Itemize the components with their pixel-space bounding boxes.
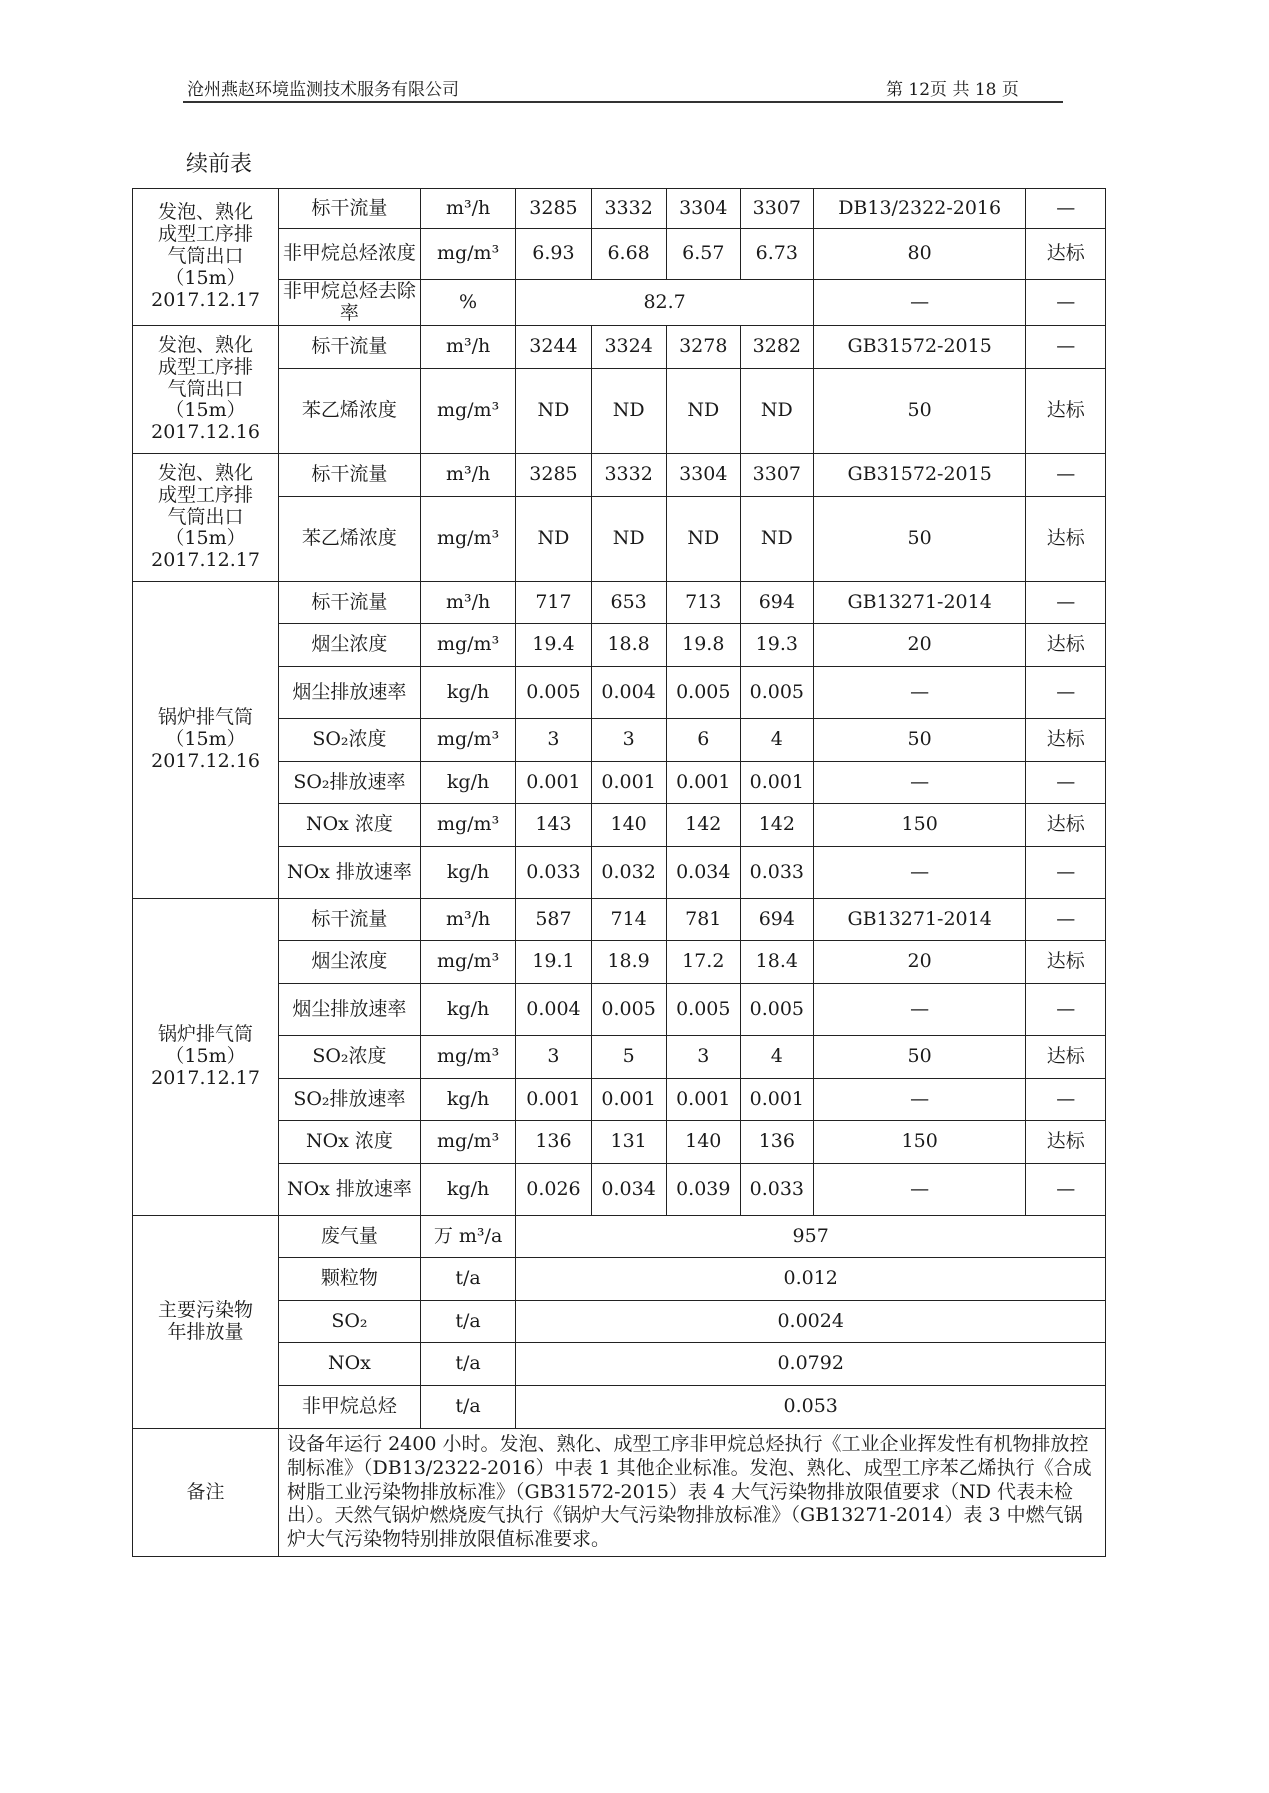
remarks-text-cell: 设备年运行 2400 小时。发泡、熟化、成型工序非甲烷总烃执行《工业企业挥发性有机物排放控制标准》（DB13/2322-2016）中表 1 其他企业标准。发泡、熟化、成型工序苯乙烯执行《合成树脂工业污染物排放标准》（GB31572-2015）表 4 大气污染物排放限值要求（ND 代表未检出）。天然气锅炉燃烧废气执行《锅炉大气污染物排放标准》（GB13271-2014）表 3 中燃气锅炉大气污染物特别排放限值标准要求。 xyxy=(279,1429,1106,1557)
value-cell: 136 xyxy=(516,1121,591,1164)
annual-value-cell: 0.0792 xyxy=(516,1343,1106,1386)
unit-cell: m³/h xyxy=(420,326,516,369)
table-row xyxy=(133,1079,1106,1121)
standard-cell: — xyxy=(813,1079,1026,1121)
standard-cell: 50 xyxy=(813,719,1026,762)
value-cell: 0.001 xyxy=(740,762,813,804)
table-row xyxy=(133,667,1106,719)
standard-cell: GB13271-2014 xyxy=(813,899,1026,941)
value-cell: 0.004 xyxy=(516,984,591,1036)
unit-cell: m³/h xyxy=(420,899,516,941)
unit-cell: kg/h xyxy=(420,984,516,1036)
annual-value-cell: 0.012 xyxy=(516,1258,1106,1301)
value-cell: 6.68 xyxy=(591,229,666,280)
annual-value-cell: 957 xyxy=(516,1216,1106,1258)
section-label-line: 主要污染物 xyxy=(158,1299,254,1322)
value-cell: ND xyxy=(516,497,591,582)
value-cell: 0.005 xyxy=(666,667,740,719)
result-cell: — xyxy=(1026,1164,1106,1216)
value-cell: 0.005 xyxy=(591,984,666,1036)
table-row xyxy=(133,454,1106,497)
result-cell: 达标 xyxy=(1026,369,1106,454)
unit-cell: % xyxy=(420,280,516,326)
result-cell: — xyxy=(1026,984,1106,1036)
section-label-line: 成型工序排 xyxy=(158,483,254,506)
result-cell: — xyxy=(1026,189,1106,229)
value-cell: 6.73 xyxy=(740,229,813,280)
unit-cell: kg/h xyxy=(420,847,516,899)
value-cell: 3 xyxy=(666,1036,740,1079)
value-cell: 717 xyxy=(516,582,591,624)
result-cell: — xyxy=(1026,280,1106,326)
value-cell: 6.57 xyxy=(666,229,740,280)
value-cell: 781 xyxy=(666,899,740,941)
item-cell: 标干流量 xyxy=(279,582,421,624)
section-label-line: （15m） xyxy=(165,399,246,422)
value-cell: 0.026 xyxy=(516,1164,591,1216)
table-row xyxy=(133,984,1106,1036)
merged-value-cell: 82.7 xyxy=(516,280,813,326)
value-cell: ND xyxy=(591,497,666,582)
item-cell: 烟尘排放速率 xyxy=(279,667,421,719)
section-label-line: 气筒出口 xyxy=(167,377,244,400)
result-cell: — xyxy=(1026,454,1106,497)
item-cell: SO₂浓度 xyxy=(279,719,421,762)
standard-cell: 150 xyxy=(813,804,1026,847)
item-cell: NOx xyxy=(279,1343,421,1386)
item-cell: 颗粒物 xyxy=(279,1258,421,1301)
result-cell: 达标 xyxy=(1026,719,1106,762)
standard-cell: — xyxy=(813,762,1026,804)
value-cell: ND xyxy=(516,369,591,454)
value-cell: 131 xyxy=(591,1121,666,1164)
unit-cell: m³/h xyxy=(420,454,516,497)
table-row xyxy=(133,899,1106,941)
section-label-line: 发泡、熟化 xyxy=(158,333,254,356)
unit-cell: kg/h xyxy=(420,762,516,804)
item-cell: 废气量 xyxy=(279,1216,421,1258)
value-cell: 0.032 xyxy=(591,847,666,899)
unit-cell: kg/h xyxy=(420,1164,516,1216)
value-cell: 6 xyxy=(666,719,740,762)
value-cell: 3285 xyxy=(516,189,591,229)
section-label-line: （15m） xyxy=(165,728,246,751)
unit-cell: mg/m³ xyxy=(420,804,516,847)
standard-cell: 80 xyxy=(813,229,1026,280)
table-row xyxy=(133,804,1106,847)
value-cell: 140 xyxy=(591,804,666,847)
section-label-cell xyxy=(133,1216,279,1429)
unit-cell: kg/h xyxy=(420,667,516,719)
value-cell: 142 xyxy=(740,804,813,847)
unit-cell: m³/h xyxy=(420,582,516,624)
standard-cell: — xyxy=(813,280,1026,326)
value-cell: ND xyxy=(666,369,740,454)
unit-cell: mg/m³ xyxy=(420,229,516,280)
standard-cell: 50 xyxy=(813,369,1026,454)
section-label-line: 2017.12.17 xyxy=(151,549,260,572)
result-cell: 达标 xyxy=(1026,229,1106,280)
result-cell: 达标 xyxy=(1026,497,1106,582)
result-cell: — xyxy=(1026,667,1106,719)
value-cell: 0.001 xyxy=(591,1079,666,1121)
value-cell: 714 xyxy=(591,899,666,941)
value-cell: 0.034 xyxy=(591,1164,666,1216)
value-cell: 19.4 xyxy=(516,624,591,667)
table-row xyxy=(133,1121,1106,1164)
unit-cell: t/a xyxy=(420,1258,516,1301)
unit-cell: mg/m³ xyxy=(420,369,516,454)
header-page-number: 第 12页 共 18 页 xyxy=(886,80,1019,100)
standard-cell: — xyxy=(813,1164,1026,1216)
item-cell: 标干流量 xyxy=(279,899,421,941)
unit-cell: m³/h xyxy=(420,189,516,229)
item-cell: NOx 浓度 xyxy=(279,1121,421,1164)
value-cell: 0.039 xyxy=(666,1164,740,1216)
value-cell: 0.033 xyxy=(516,847,591,899)
result-cell: 达标 xyxy=(1026,941,1106,984)
section-label-line: 气筒出口 xyxy=(167,505,244,528)
section-label-line: 发泡、熟化 xyxy=(158,461,254,484)
standard-cell: DB13/2322-2016 xyxy=(813,189,1026,229)
value-cell: 0.005 xyxy=(516,667,591,719)
section-label-cell xyxy=(133,582,279,899)
value-cell: 3282 xyxy=(740,326,813,369)
item-cell: SO₂排放速率 xyxy=(279,1079,421,1121)
item-cell: 非甲烷总烃浓度 xyxy=(279,229,421,280)
value-cell: 3 xyxy=(516,1036,591,1079)
section-label-cell xyxy=(133,326,279,454)
item-cell: SO₂ xyxy=(279,1301,421,1343)
value-cell: 18.4 xyxy=(740,941,813,984)
value-cell: ND xyxy=(591,369,666,454)
standard-cell: — xyxy=(813,667,1026,719)
section-label-cell xyxy=(133,189,279,326)
value-cell: 143 xyxy=(516,804,591,847)
item-cell: NOx 浓度 xyxy=(279,804,421,847)
value-cell: 3244 xyxy=(516,326,591,369)
value-cell: 0.001 xyxy=(740,1079,813,1121)
annual-value-cell: 0.0024 xyxy=(516,1301,1106,1343)
unit-cell: t/a xyxy=(420,1301,516,1343)
table-row xyxy=(133,1429,1106,1557)
section-label-line: 气筒出口 xyxy=(167,245,244,268)
standard-cell: 50 xyxy=(813,497,1026,582)
value-cell: 694 xyxy=(740,582,813,624)
section-label-line: 2017.12.17 xyxy=(151,288,260,311)
item-cell: 苯乙烯浓度 xyxy=(279,369,421,454)
result-cell: 达标 xyxy=(1026,1121,1106,1164)
unit-cell: mg/m³ xyxy=(420,719,516,762)
value-cell: 3285 xyxy=(516,454,591,497)
table-row xyxy=(133,941,1106,984)
table-row xyxy=(133,719,1106,762)
value-cell: 4 xyxy=(740,1036,813,1079)
value-cell: 0.001 xyxy=(516,1079,591,1121)
value-cell: 3 xyxy=(516,719,591,762)
section-label-line: 年排放量 xyxy=(167,1321,244,1343)
table-row xyxy=(133,582,1106,624)
value-cell: 0.001 xyxy=(666,1079,740,1121)
item-cell: SO₂浓度 xyxy=(279,1036,421,1079)
value-cell: 3332 xyxy=(591,189,666,229)
value-cell: 19.1 xyxy=(516,941,591,984)
value-cell: ND xyxy=(740,369,813,454)
item-cell: 标干流量 xyxy=(279,454,421,497)
value-cell: 0.005 xyxy=(740,984,813,1036)
header-divider xyxy=(183,101,1063,103)
value-cell: 0.005 xyxy=(666,984,740,1036)
value-cell: 3 xyxy=(591,719,666,762)
item-cell: 标干流量 xyxy=(279,326,421,369)
table-row xyxy=(133,497,1106,582)
table-row xyxy=(133,624,1106,667)
value-cell: 0.004 xyxy=(591,667,666,719)
standard-cell: GB31572-2015 xyxy=(813,326,1026,369)
section-label-cell xyxy=(133,899,279,1216)
table-row xyxy=(133,229,1106,280)
section-label-line: 发泡、熟化 xyxy=(158,201,254,224)
value-cell: 0.033 xyxy=(740,1164,813,1216)
value-cell: 0.033 xyxy=(740,847,813,899)
unit-cell: mg/m³ xyxy=(420,1036,516,1079)
standard-cell: 150 xyxy=(813,1121,1026,1164)
value-cell: 18.8 xyxy=(591,624,666,667)
section-label-line: 2017.12.17 xyxy=(151,1066,260,1089)
table-row xyxy=(133,1036,1106,1079)
standard-cell: — xyxy=(813,847,1026,899)
standard-cell: 20 xyxy=(813,624,1026,667)
section-label-line: （15m） xyxy=(165,527,246,550)
value-cell: 142 xyxy=(666,804,740,847)
table-row xyxy=(133,1343,1106,1386)
value-cell: 0.001 xyxy=(591,762,666,804)
item-cell: NOx 排放速率 xyxy=(279,847,421,899)
unit-cell: mg/m³ xyxy=(420,941,516,984)
table-row xyxy=(133,189,1106,229)
unit-cell: t/a xyxy=(420,1343,516,1386)
item-cell: 苯乙烯浓度 xyxy=(279,497,421,582)
value-cell: ND xyxy=(666,497,740,582)
value-cell: 3307 xyxy=(740,454,813,497)
value-cell: 6.93 xyxy=(516,229,591,280)
unit-cell: mg/m³ xyxy=(420,497,516,582)
value-cell: 3304 xyxy=(666,454,740,497)
item-cell: 烟尘浓度 xyxy=(279,941,421,984)
section-label-line: 2017.12.16 xyxy=(151,749,260,772)
item-cell: SO₂排放速率 xyxy=(279,762,421,804)
table-row xyxy=(133,762,1106,804)
value-cell: 140 xyxy=(666,1121,740,1164)
value-cell: 694 xyxy=(740,899,813,941)
value-cell: 713 xyxy=(666,582,740,624)
result-cell: — xyxy=(1026,1079,1106,1121)
result-cell: — xyxy=(1026,762,1106,804)
value-cell: 5 xyxy=(591,1036,666,1079)
value-cell: 136 xyxy=(740,1121,813,1164)
remarks-label-cell: 备注 xyxy=(133,1429,279,1557)
header-company: 沧州燕赵环境监测技术服务有限公司 xyxy=(187,80,459,100)
unit-cell: kg/h xyxy=(420,1079,516,1121)
table-row xyxy=(133,326,1106,369)
item-cell: 烟尘排放速率 xyxy=(279,984,421,1036)
value-cell: 3307 xyxy=(740,189,813,229)
value-cell: 587 xyxy=(516,899,591,941)
table-row xyxy=(133,369,1106,454)
result-cell: 达标 xyxy=(1026,804,1106,847)
value-cell: 17.2 xyxy=(666,941,740,984)
table-row xyxy=(133,1386,1106,1429)
section-label-line: 2017.12.16 xyxy=(151,421,260,444)
section-label-cell xyxy=(133,454,279,582)
item-cell: 非甲烷总烃去除率 xyxy=(279,280,421,326)
value-cell: 19.3 xyxy=(740,624,813,667)
table-row xyxy=(133,1216,1106,1258)
item-cell: NOx 排放速率 xyxy=(279,1164,421,1216)
table-row xyxy=(133,1301,1106,1343)
section-label-line: 锅炉排气筒 xyxy=(158,706,254,729)
unit-cell: mg/m³ xyxy=(420,624,516,667)
section-label-line: （15m） xyxy=(165,1045,246,1068)
table-row xyxy=(133,847,1106,899)
value-cell: 0.001 xyxy=(666,762,740,804)
item-cell: 标干流量 xyxy=(279,189,421,229)
table-row xyxy=(133,280,1106,326)
value-cell: 0.034 xyxy=(666,847,740,899)
item-cell: 非甲烷总烃 xyxy=(279,1386,421,1429)
result-cell: — xyxy=(1026,582,1106,624)
unit-cell: 万 m³/a xyxy=(420,1216,516,1258)
value-cell: 3278 xyxy=(666,326,740,369)
table-row xyxy=(133,1258,1106,1301)
section-label-line: 锅炉排气筒 xyxy=(158,1023,254,1046)
result-cell: 达标 xyxy=(1026,1036,1106,1079)
section-label-line: 成型工序排 xyxy=(158,355,254,378)
value-cell: 3332 xyxy=(591,454,666,497)
table-continued-title: 续前表 xyxy=(186,152,253,177)
value-cell: 18.9 xyxy=(591,941,666,984)
value-cell: 3324 xyxy=(591,326,666,369)
unit-cell: t/a xyxy=(420,1386,516,1429)
result-cell: — xyxy=(1026,847,1106,899)
standard-cell: 50 xyxy=(813,1036,1026,1079)
result-cell: 达标 xyxy=(1026,624,1106,667)
value-cell: 0.001 xyxy=(516,762,591,804)
value-cell: 4 xyxy=(740,719,813,762)
unit-cell: mg/m³ xyxy=(420,1121,516,1164)
item-cell: 烟尘浓度 xyxy=(279,624,421,667)
result-cell: — xyxy=(1026,899,1106,941)
result-cell: — xyxy=(1026,326,1106,369)
value-cell: 653 xyxy=(591,582,666,624)
standard-cell: GB13271-2014 xyxy=(813,582,1026,624)
standard-cell: GB31572-2015 xyxy=(813,454,1026,497)
value-cell: ND xyxy=(740,497,813,582)
value-cell: 19.8 xyxy=(666,624,740,667)
section-label-line: 成型工序排 xyxy=(158,223,254,246)
annual-value-cell: 0.053 xyxy=(516,1386,1106,1429)
standard-cell: 20 xyxy=(813,941,1026,984)
standard-cell: — xyxy=(813,984,1026,1036)
table-row xyxy=(133,1164,1106,1216)
section-label-line: （15m） xyxy=(165,266,246,289)
value-cell: 3304 xyxy=(666,189,740,229)
value-cell: 0.005 xyxy=(740,667,813,719)
monitoring-results-table xyxy=(132,188,1106,1557)
